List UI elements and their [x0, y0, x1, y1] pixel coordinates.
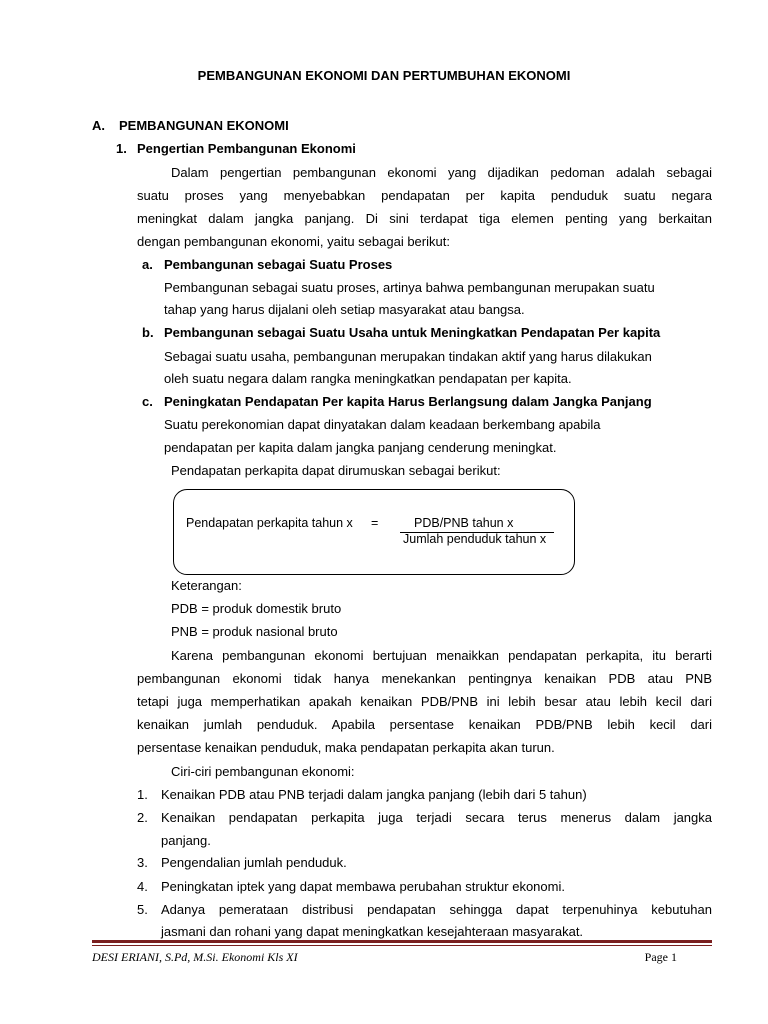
document-title: PEMBANGUNAN EKONOMI DAN PERTUMBUHAN EKONOMI	[197, 68, 571, 83]
subsection-marker: 1.	[116, 141, 127, 156]
section-marker: A.	[92, 118, 105, 133]
intro-line-3: meningkat dalam jangka panjang. Di sini terdapat tiga elemen penting yang berkaitan	[137, 211, 712, 226]
element-c-marker: c.	[142, 394, 153, 409]
intro-line-1: Dalam pengertian pembangunan ekonomi yang dijadikan pedoman adalah sebagai	[171, 165, 712, 180]
element-a-heading: Pembangunan sebagai Suatu Proses	[164, 257, 393, 272]
paragraph2-line-3: tetapi juga memperhatikan apakah kenaikan PDB/PNB ini lebih besar atau lebih kecil dari	[137, 694, 712, 709]
element-c-heading: Peningkatan Pendapatan Per kapita Harus Berlangsung dalam Jangka Panjang	[164, 394, 652, 409]
ciri-5-marker: 5.	[137, 902, 148, 917]
ciri-5-line-2: jasmani dan rohani yang dapat meningkatkan kesejahteraan masyarakat.	[161, 924, 584, 939]
ciri-5-line-1: Adanya pemerataan distribusi pendapatan sehingga dapat terpenuhinya kebutuhan	[161, 902, 712, 917]
element-a-line-1: Pembangunan sebagai suatu proses, artinya bahwa pembangunan merupakan suatu	[164, 280, 655, 295]
paragraph2-line-5: persentase kenaikan penduduk, maka pendapatan perkapita akan turun.	[137, 740, 555, 755]
intro-line-4: dengan pembangunan ekonomi, yaitu sebagai berikut:	[137, 234, 450, 249]
element-a-line-2: tahap yang harus dijalani oleh setiap masyarakat atau bangsa.	[164, 302, 525, 317]
ciri-2-marker: 2.	[137, 810, 148, 825]
element-b-marker: b.	[142, 325, 154, 340]
paragraph2-line-4: kenaikan jumlah penduduk. Apabila persentase kenaikan PDB/PNB lebih kecil dari	[137, 717, 712, 732]
ciri-1-line-1: Kenaikan PDB atau PNB terjadi dalam jangka panjang (lebih dari 5 tahun)	[161, 787, 587, 802]
ciri-3-line-1: Pengendalian jumlah penduduk.	[161, 855, 347, 870]
intro-line-2: suatu proses yang menyebabkan pendapatan per kapita penduduk suatu negara	[137, 188, 712, 203]
ciri-3-marker: 3.	[137, 855, 148, 870]
section-heading: PEMBANGUNAN EKONOMI	[119, 118, 289, 133]
ciri-2-line-1: Kenaikan pendapatan perkapita juga terjadi secara terus menerus dalam jangka	[161, 810, 712, 825]
formula-denominator: Jumlah penduduk tahun x	[403, 532, 547, 546]
element-b-heading: Pembangunan sebagai Suatu Usaha untuk Meningkatkan Pendapatan Per kapita	[164, 325, 661, 340]
paragraph2-line-1: Karena pembangunan ekonomi bertujuan menaikkan pendapatan perkapita, itu berarti	[171, 648, 712, 663]
ciri-4-line-1: Peningkatan iptek yang dapat membawa perubahan struktur ekonomi.	[161, 879, 565, 894]
formula-equals: =	[371, 516, 379, 530]
note-pdb: PDB = produk domestik bruto	[171, 601, 342, 616]
element-c-line-2: pendapatan per kapita dalam jangka panjang cenderung meningkat.	[164, 440, 557, 455]
note-pnb: PNB = produk nasional bruto	[171, 624, 338, 639]
subsection-heading: Pengertian Pembangunan Ekonomi	[137, 141, 356, 156]
element-c-line-3: Pendapatan perkapita dapat dirumuskan sebagai berikut:	[171, 463, 501, 478]
formula-lhs: Pendapatan perkapita tahun x	[186, 516, 353, 530]
formula-numerator: PDB/PNB tahun x	[414, 516, 514, 530]
footer-rule-thin	[92, 945, 712, 946]
ciri-1-marker: 1.	[137, 787, 148, 802]
footer-rule-thick	[92, 940, 712, 943]
element-c-line-1: Suatu perekonomian dapat dinyatakan dalam keadaan berkembang apabila	[164, 417, 601, 432]
notes-label: Keterangan:	[171, 578, 242, 593]
page-number: Page 1	[644, 950, 677, 964]
footer-author: DESI ERIANI, S.Pd, M.Si. Ekonomi Kls XI	[92, 950, 298, 964]
element-a-marker: a.	[142, 257, 153, 272]
paragraph2-line-2: pembangunan ekonomi tidak hanya menekankan pentingnya kenaikan PDB atau PNB	[137, 671, 712, 686]
ciri-intro: Ciri-ciri pembangunan ekonomi:	[171, 764, 355, 779]
element-b-line-1: Sebagai suatu usaha, pembangunan merupakan tindakan aktif yang harus dilakukan	[164, 349, 652, 364]
element-b-line-2: oleh suatu negara dalam rangka meningkatkan pendapatan per kapita.	[164, 371, 572, 386]
ciri-2-line-2: panjang.	[161, 833, 211, 848]
ciri-4-marker: 4.	[137, 879, 148, 894]
